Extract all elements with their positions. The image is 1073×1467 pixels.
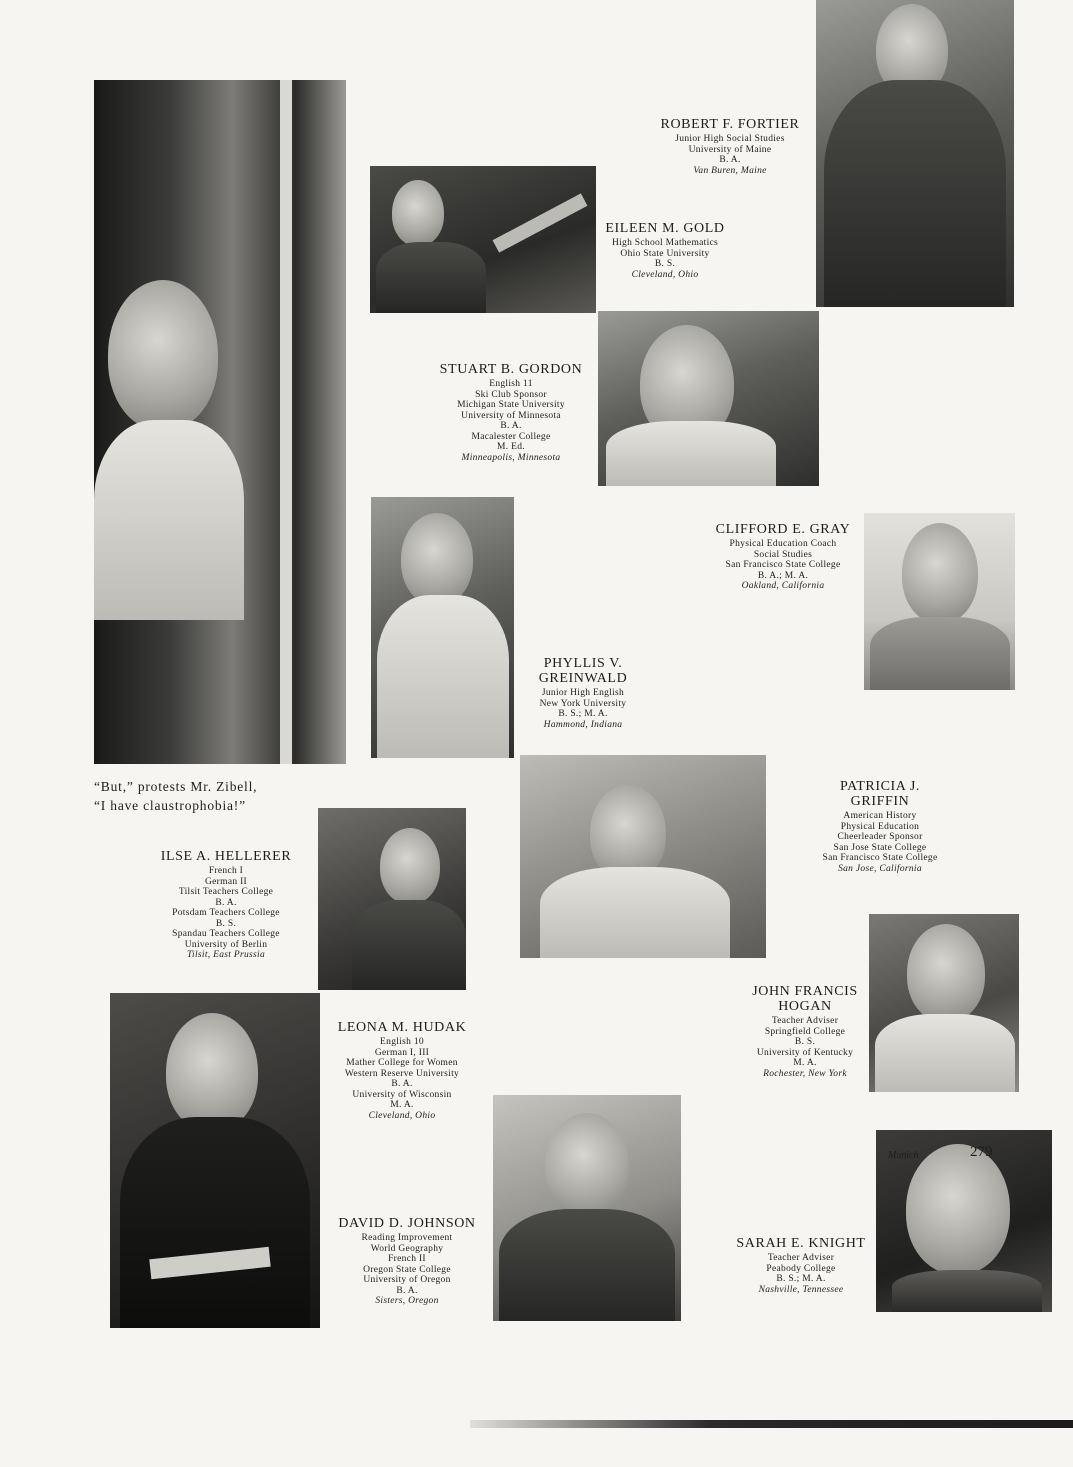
johnson-line: B. A. bbox=[396, 1285, 418, 1296]
hellerer-name: ILSE A. HELLERER bbox=[160, 849, 292, 864]
fortier-hometown: Van Buren, Maine bbox=[693, 165, 767, 176]
hogan-name-1: JOHN FRANCIS bbox=[752, 984, 858, 999]
griffin-line: American History bbox=[843, 811, 917, 821]
hellerer-line: French I bbox=[208, 866, 244, 876]
griffin-line: Cheerleader Sponsor bbox=[837, 832, 923, 842]
hudak-line: Mather College for Women bbox=[346, 1058, 458, 1068]
hogan-caption bbox=[736, 984, 874, 1079]
fortier-name: ROBERT F. FORTIER bbox=[660, 117, 800, 132]
hogan-line: Springfield College bbox=[764, 1026, 846, 1037]
hogan-line: Teacher Adviser bbox=[771, 1016, 839, 1026]
gray-line: Social Studies bbox=[753, 549, 813, 560]
hudak-line: B. A. bbox=[391, 1079, 413, 1089]
gordon-portrait bbox=[598, 311, 819, 486]
gray-caption bbox=[700, 522, 866, 592]
greinwald-line: B. S.; M. A. bbox=[558, 709, 608, 719]
hellerer-line: Potsdam Teachers College bbox=[172, 908, 280, 918]
fortier-portrait bbox=[816, 0, 1014, 307]
gordon-line: B. A. bbox=[500, 421, 522, 431]
johnson-line: French II bbox=[388, 1254, 426, 1264]
hogan-portrait bbox=[869, 914, 1019, 1092]
johnson-line: University of Oregon bbox=[363, 1275, 451, 1285]
gray-hometown: Oakland, California bbox=[741, 581, 825, 591]
johnson-line: World Geography bbox=[370, 1243, 444, 1254]
gray-name: CLIFFORD E. GRAY bbox=[715, 522, 851, 537]
fortier-line: University of Maine bbox=[688, 144, 772, 155]
hogan-line: University of Kentucky bbox=[756, 1047, 854, 1058]
hudak-hometown: Cleveland, Ohio bbox=[368, 1110, 436, 1121]
gray-portrait bbox=[864, 513, 1015, 690]
griffin-line: San Jose State College bbox=[833, 842, 927, 853]
knight-line: B. S.; M. A. bbox=[776, 1274, 826, 1284]
hellerer-line: Tilsit Teachers College bbox=[178, 887, 274, 897]
greinwald-line: New York University bbox=[539, 698, 627, 709]
hogan-line: B. S. bbox=[794, 1037, 816, 1047]
gordon-line: Ski Club Sponsor bbox=[475, 389, 547, 400]
griffin-line: San Francisco State College bbox=[822, 853, 938, 863]
knight-line: Peabody College bbox=[766, 1263, 836, 1274]
page-number: 279 bbox=[970, 1144, 993, 1160]
fortier-caption bbox=[640, 117, 820, 176]
gordon-line: Macalester College bbox=[471, 431, 551, 442]
photo-caption bbox=[94, 777, 257, 815]
gordon-line: M. Ed. bbox=[497, 442, 525, 452]
gray-line: B. A.; M. A. bbox=[757, 570, 809, 581]
gold-line: High School Mathematics bbox=[611, 238, 719, 248]
knight-caption bbox=[728, 1236, 874, 1295]
hellerer-caption bbox=[140, 849, 312, 961]
gray-line: Physical Education Coach bbox=[729, 539, 837, 549]
knight-name: SARAH E. KNIGHT bbox=[736, 1236, 866, 1251]
gold-hometown: Cleveland, Ohio bbox=[631, 269, 699, 280]
greinwald-caption bbox=[518, 656, 648, 730]
hogan-name-2: HOGAN bbox=[778, 999, 832, 1014]
johnson-caption bbox=[326, 1216, 488, 1307]
hudak-line: German I, III bbox=[374, 1047, 430, 1058]
griffin-portrait bbox=[520, 755, 766, 958]
hogan-hometown: Rochester, New York bbox=[763, 1068, 847, 1079]
caption-line-1: “But,” protests Mr. Zibell, bbox=[94, 779, 258, 794]
gold-caption bbox=[590, 221, 740, 280]
hudak-portrait bbox=[110, 993, 320, 1328]
gordon-line: Michigan State University bbox=[457, 400, 565, 410]
hudak-line: English 10 bbox=[380, 1037, 424, 1047]
gold-portrait bbox=[370, 166, 596, 313]
hudak-caption bbox=[322, 1020, 482, 1121]
gold-line: Ohio State University bbox=[620, 248, 710, 259]
hudak-line: University of Wisconsin bbox=[352, 1089, 452, 1100]
zibell-photo bbox=[94, 80, 346, 764]
johnson-name: DAVID D. JOHNSON bbox=[338, 1216, 476, 1231]
greinwald-name-1: PHYLLIS V. bbox=[543, 656, 623, 671]
gold-line: B. S. bbox=[654, 259, 676, 269]
hogan-line: M. A. bbox=[793, 1058, 817, 1068]
hudak-line: M. A. bbox=[390, 1100, 414, 1110]
johnson-portrait bbox=[493, 1095, 681, 1321]
hellerer-hometown: Tilsit, East Prussia bbox=[186, 950, 266, 960]
hellerer-portrait bbox=[318, 808, 466, 990]
griffin-hometown: San Jose, California bbox=[838, 863, 922, 874]
greinwald-name-2: GREINWALD bbox=[538, 671, 628, 686]
greinwald-portrait bbox=[371, 497, 514, 758]
knight-hometown: Nashville, Tennessee bbox=[758, 1284, 844, 1295]
johnson-line: Reading Improvement bbox=[361, 1233, 453, 1243]
fortier-line: B. A. bbox=[719, 155, 741, 165]
caption-line-2: “I have claustrophobia!” bbox=[94, 798, 246, 813]
hudak-name: LEONA M. HUDAK bbox=[337, 1020, 467, 1035]
gordon-line: English 11 bbox=[489, 379, 533, 389]
bottom-rule bbox=[470, 1420, 1073, 1428]
greinwald-line: Junior High English bbox=[541, 688, 625, 698]
johnson-hometown: Sisters, Oregon bbox=[375, 1296, 439, 1306]
greinwald-hometown: Hammond, Indiana bbox=[543, 719, 623, 730]
gold-name: EILEEN M. GOLD bbox=[605, 221, 725, 236]
gordon-line: University of Minnesota bbox=[461, 410, 561, 421]
griffin-name-1: PATRICIA J. bbox=[840, 779, 920, 794]
hellerer-line: B. S. bbox=[215, 918, 237, 929]
fortier-line: Junior High Social Studies bbox=[675, 134, 785, 144]
hellerer-line: German II bbox=[205, 876, 247, 887]
hellerer-line: Spandau Teachers College bbox=[172, 929, 280, 939]
johnson-line: Oregon State College bbox=[363, 1264, 451, 1275]
griffin-name-2: GRIFFIN bbox=[850, 794, 910, 809]
griffin-caption bbox=[790, 779, 970, 874]
gordon-name: STUART B. GORDON bbox=[439, 362, 583, 377]
knight-line: Teacher Adviser bbox=[767, 1253, 835, 1263]
griffin-line: Physical Education bbox=[840, 821, 920, 832]
hellerer-line: University of Berlin bbox=[184, 939, 268, 950]
hellerer-line: B. A. bbox=[215, 897, 237, 908]
gordon-caption bbox=[426, 362, 596, 463]
gray-line: San Francisco State College bbox=[725, 560, 841, 570]
footer-section: Munich bbox=[888, 1150, 919, 1161]
gordon-hometown: Minneapolis, Minnesota bbox=[461, 452, 561, 463]
hudak-line: Western Reserve University bbox=[344, 1068, 460, 1079]
